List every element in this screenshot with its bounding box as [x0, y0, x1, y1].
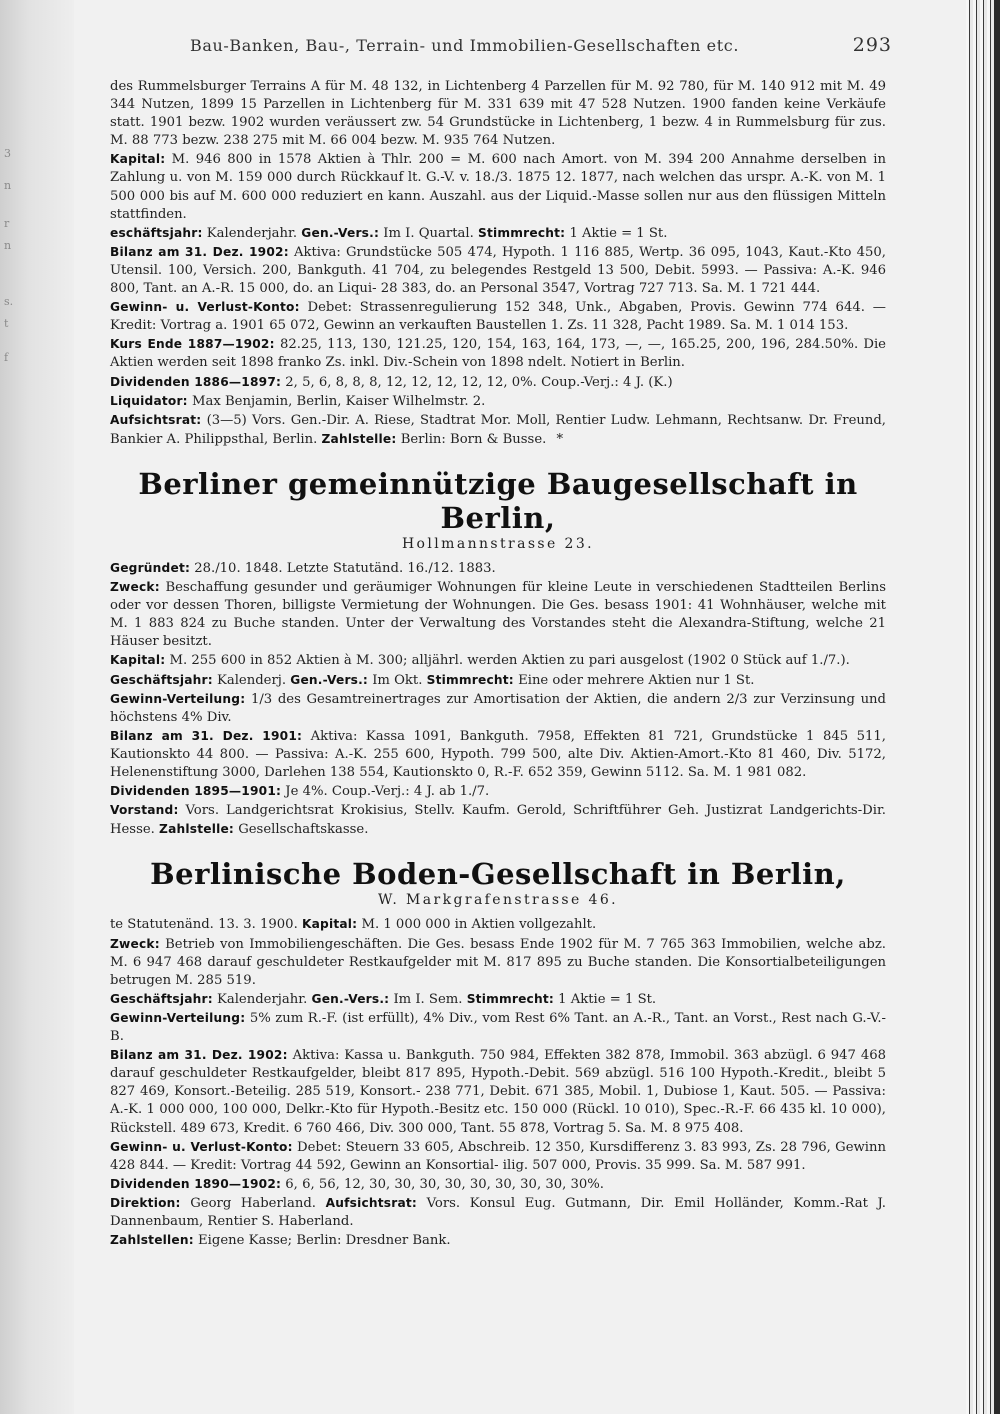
paragraph-gegruendet: Gegründet: 28./10. 1848. Letzte Statutänd. 16./12. 1883. — [110, 560, 496, 576]
company-entry-berliner-gemeinnuetzige — [110, 467, 886, 840]
paragraph-zahlstellen: Zahlstellen: Eigene Kasse; Berlin: Dresdner Bank. — [110, 1233, 451, 1249]
paragraph-geschaeftsjahr: Geschäftsjahr: Kalenderjahr. Gen.-Vers.: Im I. Sem. Stimmrecht: 1 Aktie = 1 St. — [110, 991, 657, 1007]
paragraph-gewinn-verteilung: Gewinn-Verteilung: 1/3 des Gesamtreinertrages zur Amortisation der Aktien, die andern 2/3 zur Verzinsung und höchstens 4% Div. — [110, 691, 886, 725]
paragraph-kapital: Kapital: M. 255 600 in 852 Aktien à M. 300; alljährl. werden Aktien zu pari ausgelost (1902 0 Stück auf 1./7.). — [110, 653, 850, 669]
page-number: 293 — [852, 34, 892, 56]
paragraph-statuten-kapital: te Statutenänd. 13. 3. 1900. Kapital: M. 1 000 000 in Aktien vollgezahlt. — [110, 917, 597, 933]
company-entry-berlinische-boden — [110, 857, 886, 1250]
paragraph-zweck: Zweck: Betrieb von Immobiliengeschäften. Die Ges. besass Ende 1902 für M. 7 765 363 Immobilien, welche abz. M. 6 947 468 darauf geschuldeter Restkaufgelder mit M. 817 895 zu Buche standen. Die Konsortialbeteiligungen betrugen M. 285 519. — [110, 936, 886, 988]
paragraph-kapital: Kapital: M. 946 800 in 1578 Aktien à Thlr. 200 = M. 600 nach Amort. von M. 394 200 Annahme derselben in Zahlung u. von M. 159 000 durch Rückkauf lt. G.-V. v. 18./3. 1875 12. 1877, nach welchen das urspr. A.-K. von M. 1 500 000 bis auf M. 600 000 reduziert en kann. Auszahl. aus der Liquid.-Masse sollen nur aus den flüssigen Mitteln stattfinden. — [110, 152, 886, 222]
text-column — [110, 78, 886, 1250]
footnote-mark: * — [556, 431, 564, 447]
paragraph-liquidator: Liquidator: Max Benjamin, Berlin, Kaiser Wilhelmstr. 2. — [110, 393, 486, 409]
paragraph-history: des Rummelsburger Terrains A für M. 48 132, in Lichtenberg 4 Parzellen für M. 92 780, für M. 140 912 mit M. 49 344 Nutzen, 1899 15 Parzellen in Lichtenberg für M. 331 639 mit 47 528 Nutzen. 1900 fanden keine Verkäufe statt. 1901 bezw. 1902 wurden veräussert zw. 54 Grundstücke in Lichtenberg, 1 bezw. 4 in Rummelsburg für zus. M. 88 773 bezw. 238 275 mit M. 66 004 bezw. M. 935 764 Nutzen. — [110, 79, 886, 149]
company-address: W. Markgrafenstrasse 46. — [377, 892, 618, 909]
paragraph-kurs: Kurs Ende 1887—1902: 82.25, 113, 130, 121.25, 120, 154, 163, 164, 173, —, —, 165.25, 200, 196, 284.50%. Die Aktien werden seit 1898 franko Zs. inkl. Div.-Schein von 1898 ndelt. Notiert in Berlin. — [110, 337, 886, 371]
section-continuation — [110, 78, 886, 449]
paragraph-zweck: Zweck: Beschaffung gesunder und geräumiger Wohnungen für kleine Leute in verschiedenen Stadtteilen Berlins oder vor dessen Thoren, billigste Vermietung der Wohnungen. Die Ges. besass 1901: 41 Wohnhäuser, welche mit M. 1 883 824 zu Buche standen. Unter der Verwaltung des Vorstandes steht die Alexandra-Stiftung, welche 21 Häuser besitzt. — [110, 580, 886, 650]
paragraph-dividenden: Dividenden 1886—1897: 2, 5, 6, 8, 8, 8, 12, 12, 12, 12, 12, 0%. Coup.-Verj.: 4 J. (K.) — [110, 374, 673, 390]
running-head — [178, 36, 892, 58]
running-title: Bau-Banken, Bau-, Terrain- und Immobilien-Gesellschaften etc. — [190, 36, 740, 55]
paragraph-direktion: Direktion: Georg Haberland. Aufsichtsrat: Vors. Konsul Eug. Gutmann, Dir. Emil Holländer, Komm.-Rat J. Dannenbaum, Rentier S. Haberland. — [110, 1195, 886, 1229]
binding-shadow: 3 n r n s. t f — [0, 0, 74, 1414]
paragraph-geschaeftsjahr: Geschäftsjahr: Kalenderj. Gen.-Vers.: Im Okt. Stimmrecht: Eine oder mehrere Aktien nur 1 St. — [110, 672, 755, 688]
company-address: Hollmannstrasse 23. — [401, 535, 595, 552]
paragraph-bilanz: Bilanz am 31. Dez. 1902: Aktiva: Grundstücke 505 474, Hypoth. 1 116 885, Wertp. 36 095, 1043, Kaut.-Kto 450, Utensil. 100, Versich. 200, Bankguth. 41 704, zu belegendes Restgeld 13 500, Debit. 5993. — Passiva: A.-K. 946 800, Tant. an A.-R. 15 000, do. an Liqui- 28 383, do. an Personal 3547, Vortrag 727 713. Sa. M. 1 721 444. — [110, 244, 886, 297]
paragraph-gewinn-verteilung: Gewinn-Verteilung: 5% zum R.-F. (ist erfüllt), 4% Div., vom Rest 6% Tant. an A.-R., Tant. an Vorst., Rest nach G.-V.-B. — [110, 1010, 886, 1045]
paragraph-dividenden: Dividenden 1890—1902: 6, 6, 56, 12, 30, 30, 30, 30, 30, 30, 30, 30, 30%. — [110, 1176, 604, 1192]
company-heading: Berliner gemeinnützige Baugesellschaft in Berlin, — [138, 466, 858, 535]
paragraph-bilanz: Bilanz am 31. Dez. 1901: Aktiva: Kassa 1091, Bankguth. 7958, Effekten 81 721, Grundstücke 1 845 511, Kautionskto 44 800. — Passiva: A.-K. 255 600, Hypoth. 799 500, alte Div. Aktien-Amort.-Kto 81 460, Div. 5172, Helenenstiftung 3000, Darlehen 138 554, Kautionskto 0, R.-F. 652 359, Gewinn 5112. Sa. M. 1 981 082. — [110, 728, 886, 780]
paragraph-dividenden: Dividenden 1895—1901: Je 4%. Coup.-Verj.: 4 J. ab 1./7. — [110, 784, 490, 800]
paragraph-gewinn-verlust: Gewinn- u. Verlust-Konto: Debet: Steuern 33 605, Abschreib. 12 350, Kursdifferenz 3. 83 993, Zs. 28 796, Gewinn 428 844. — Kredit: Vortrag 44 592, Gewinn an Konsortial- ilig. 507 000, Provis. 35 999. Sa. M. 587 991. — [110, 1139, 886, 1173]
paragraph-vorstand: Vorstand: Vors. Landgerichtsrat Krokisius, Stellv. Kaufm. Gerold, Schriftführer Geh. Justizrat Landgerichts-Dir. Hesse. Zahlstelle: Gesellschaftskasse. — [110, 803, 886, 838]
paragraph-aufsichtsrat: Aufsichtsrat: (3—5) Vors. Gen.-Dir. A. Riese, Stadtrat Mor. Moll, Rentier Ludw. Lehmann, Rechtsanw. Dr. Freund, Bankier A. Philippsthal, Berlin. Zahlstelle: Berlin: Born & Busse. * — [110, 412, 887, 447]
company-heading: Berlinische Boden-Gesellschaft in Berlin, — [150, 857, 846, 892]
paragraph-bilanz: Bilanz am 31. Dez. 1902: Aktiva: Kassa u. Bankguth. 750 984, Effekten 382 878, Immobil. 363 abzügl. 6 947 468 darauf geschuldeter Restkaufgelder, bleibt 817 895, Hypoth.-Debit. 569 abzügl. 516 100 Hypoth.-Kredit., bleibt 5 827 469, Konsort.-Beteilig. 285 519, Konsort.- 238 771, Debit. 671 385, Mobil. 1, Dubiose 1, Kaut. 505. — Passiva: A.-K. 1 000 000, 100 000, Delkr.-Kto für Hypoth.-Besitz etc. 150 000 (Rückl. 10 010), Spec.-R.-F. 66 435 kl. 10 000), Rückstell. 489 673, Kredit. 6 760 466, Div. 300 000, Tant. 55 878, Vortrag 5. Sa. M. 8 975 408. — [110, 1048, 886, 1136]
paragraph-gewinn-verlust: Gewinn- u. Verlust-Konto: Debet: Strassenregulierung 152 348, Unk., Abgaben, Provis. Gewinn 774 644. — Kredit: Vortrag a. 1901 65 072, Gewinn an verkauften Baustellen 1. Zs. 11 328, Pacht 1989. Sa. M. 1 014 153. — [110, 300, 886, 334]
page-edge-stack — [966, 0, 1000, 1414]
paragraph-geschaeftsjahr: eschäftsjahr: Kalenderjahr. Gen.-Vers.: Im I. Quartal. Stimmrecht: 1 Aktie = 1 St. — [110, 225, 668, 241]
